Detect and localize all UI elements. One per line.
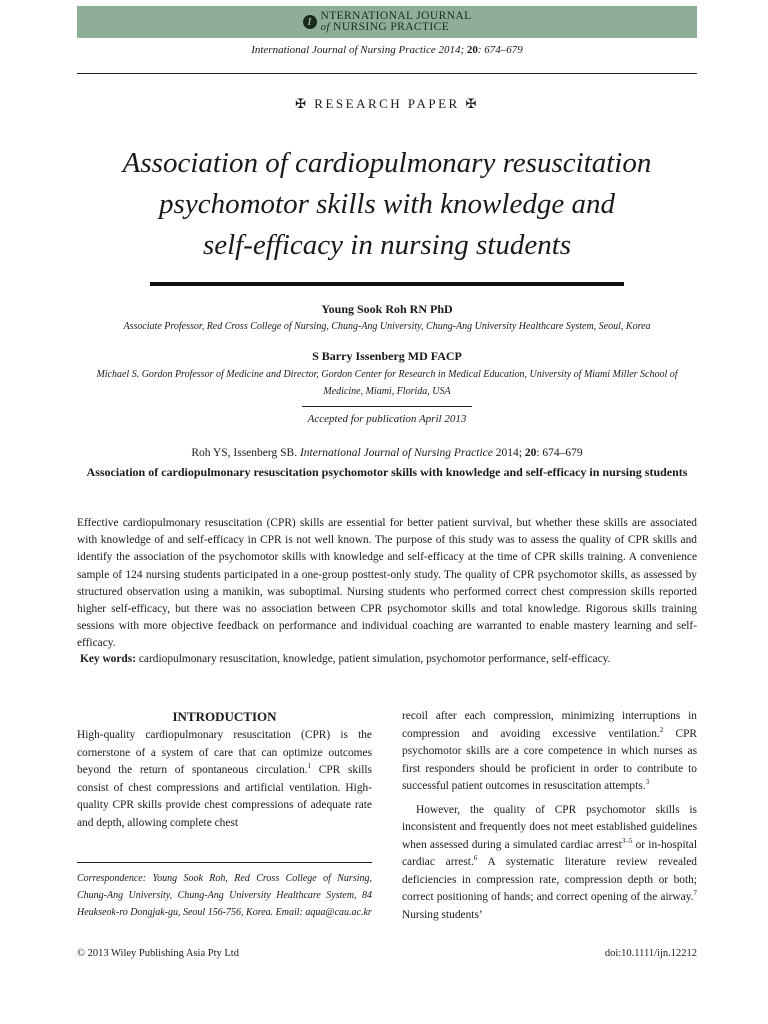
section-label: ✠ RESEARCH PAPER ✠ [295, 96, 479, 111]
journal-name-line1: NTERNATIONAL JOURNAL [320, 10, 472, 22]
footnote-rule [77, 862, 372, 863]
body-column-right: recoil after each compression, minimizing interruptions in compression and avoiding excessive ventilation.$^2$ CPR psychomotor skills are a core competence in which nurses as first responders should be proficient in order to contribute to successful patient outcomes in resuscitation attempts.$^3$ However, the quality of CPR psychomotor skills is inconsistent and frequently does not meet established guidelines when assessed during a simulated cardiac arrest$^{3-5}$ or in-hospital cardiac arrest.$^6$ A systematic literature review revealed deficiencies in compression rate, compression depth or both; correct positioning of hands; and correct opening of the airway.$^7$ Nursing students’ [402, 710, 698, 921]
article-title: Association of cardiopulmonary resuscitation psychomotor skills with knowledge and self-efficacy in nursing students [122, 147, 652, 261]
keywords-text: cardiopulmonary resuscitation, knowledge, patient simulation, psychomotor performance, self-efficacy. [138, 653, 611, 665]
body-column-left: High-quality cardiopulmonary resuscitation (CPR) is the cornerstone of a system of care that can optimize outcomes beyond the return of spontaneous circulation.$^1$ CPR skills consist of chest compressions and artificial ventilation. High-quality CPR skills provide chest compressions of adequate rate and depth, allowing complete chest [77, 729, 373, 829]
journal-banner [77, 6, 697, 38]
journal-name-line2: NURSING PRACTICE [333, 21, 450, 33]
header-rule [77, 73, 697, 74]
author-affiliation: Associate Professor, Red Cross College of Nursing, Chung-Ang University, Chung-Ang University Healthcare System, Seoul, Korea [123, 321, 651, 332]
accepted-rule [302, 406, 472, 407]
journal-logo-icon: I [303, 15, 317, 29]
introduction-heading: INTRODUCTION [172, 709, 277, 724]
abstract: Effective cardiopulmonary resuscitation (CPR) skills are essential for better patient survival, but whether these skills are associated with knowledge of and self-efficacy in CPR is not well known. The purpose of this study was to assess the quality of CPR skills and identify the association of the psychomotor skills with knowledge and self-efficacy at the time of CPR skills training. A convenience sample of 124 nursing students participated in a one-group posttest-only study. The quality of CPR psychomotor skills, as assessed by structured observation using a manikin, was suboptimal. Nursing students who performed correct chest compression skills reported higher self-efficacy, but there was no association between CPR psychomotor skills and total knowledge. Rigorous skills training sessions with more objective feedback on performance and individual coaching are warranted to enable mastery learning and self-efficacy. [77, 517, 697, 650]
author-name: Young Sook Roh RN PhD [321, 302, 453, 316]
citation-title: Association of cardiopulmonary resuscitation psychomotor skills with knowledge and self-efficacy in nursing students [86, 465, 688, 479]
article-citation: Roh YS, Issenberg SB. International Journal of Nursing Practice 2014; 20: 674–679 [191, 447, 583, 459]
author-name: S Barry Issenberg MD FACP [312, 349, 462, 363]
accepted-date: Accepted for publication April 2013 [307, 413, 467, 425]
doi: doi:10.1111/ijn.12212 [604, 948, 697, 959]
journal-logo [303, 11, 472, 33]
correspondence: Correspondence: Young Sook Roh, Red Cross College of Nursing, Chung-Ang University, Chung-Ang University Healthcare System, 84 Heukseok-ro Dongjak-gu, Seoul 156-756, Korea. Email: aqua@cau.ac.kr [77, 873, 372, 918]
journal-name-of: of [320, 21, 330, 33]
author-affiliation: Michael S. Gordon Professor of Medicine and Director, Gordon Center for Research in Medical Education, University of Miami Miller School of Medicine, Miami, Florida, USA [96, 369, 678, 397]
copyright: © 2013 Wiley Publishing Asia Pty Ltd [77, 948, 239, 959]
keywords [80, 653, 697, 665]
title-rule [150, 282, 624, 286]
journal-citation-header: International Journal of Nursing Practice 2014; 20: 674–679 [251, 44, 523, 56]
keywords-label: Key words: [80, 653, 136, 665]
